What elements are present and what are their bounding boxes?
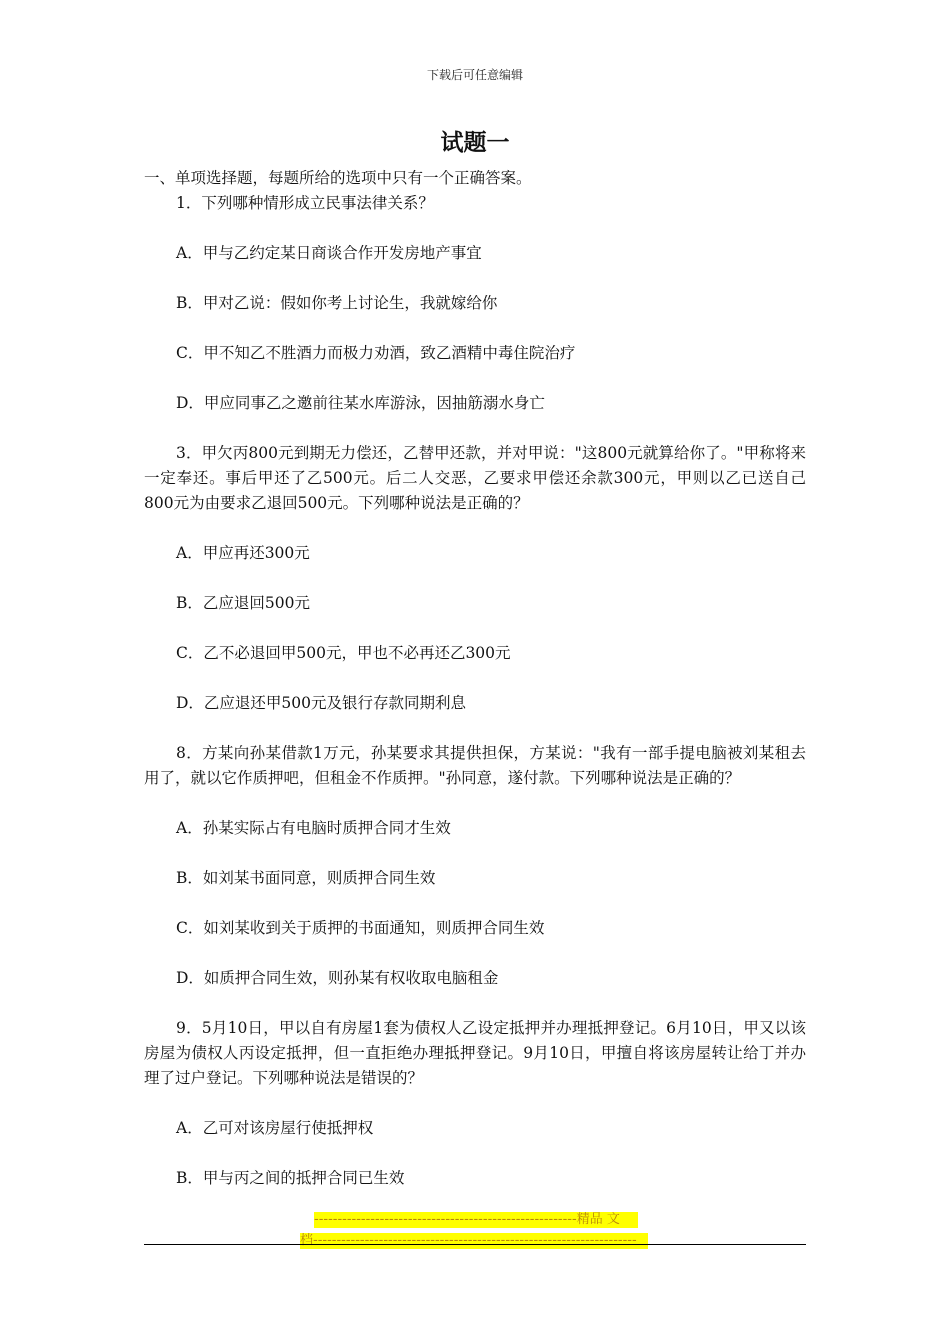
- option-c: C．甲不知乙不胜酒力而极力劝酒，致乙酒精中毒住院治疗: [176, 344, 576, 362]
- document-title: 试题一: [440, 130, 510, 156]
- option-b: B．甲与丙之间的抵押合同已生效: [176, 1169, 405, 1187]
- option-a: A．乙可对该房屋行使抵押权: [176, 1119, 374, 1137]
- option-d: D．乙应退还甲500元及银行存款同期利息: [176, 694, 467, 712]
- question-8: [144, 741, 806, 991]
- footer-line-2: 档---------------------------------------------------------------------: [300, 1233, 648, 1249]
- footer-divider: [144, 1244, 806, 1245]
- question-9: [144, 1016, 806, 1191]
- option-b: B．乙应退回500元: [176, 594, 310, 612]
- option-b: B．甲对乙说：假如你考上讨论生，我就嫁给你: [176, 294, 498, 312]
- option-c: C．乙不必退回甲500元，甲也不必再还乙300元: [176, 644, 511, 662]
- question-stem: 3．甲欠丙800元到期无力偿还，乙替甲还款，并对甲说："这800元就算给你了。"甲称将来一定奉还。事后甲还了乙500元。后二人交恶，乙要求甲偿还余款300元，甲则以乙已送自己800元为由要求乙退回500元。下列哪种说法是正确的？: [144, 444, 806, 512]
- option-c: C．如刘某收到关于质押的书面通知，则质押合同生效: [176, 919, 545, 937]
- question-1: [144, 191, 806, 416]
- question-stem: 1．下列哪种情形成立民事法律关系？: [176, 194, 434, 212]
- question-stem: 9．5月10日，甲以自有房屋1套为债权人乙设定抵押并办理抵押登记。6月10日，甲又以该房屋为债权人丙设定抵押，但一直拒绝办理抵押登记。9月10日，甲擅自将该房屋转让给丁并办理了过户登记。下列哪种说法是错误的？: [144, 1019, 806, 1087]
- option-a: A．甲应再还300元: [176, 544, 310, 562]
- question-stem: 8．方某向孙某借款1万元，孙某要求其提供担保，方某说："我有一部手提电脑被刘某租去用了，就以它作质押吧，但租金不作质押。"孙同意，遂付款。下列哪种说法是正确的？: [144, 744, 806, 787]
- header-note: 下载后可任意编辑: [426, 68, 523, 82]
- option-d: D．如质押合同生效，则孙某有权收取电脑租金: [176, 969, 499, 987]
- question-3: [144, 441, 806, 716]
- footer-watermark-band: [300, 1212, 650, 1254]
- option-a: A．孙某实际占有电脑时质押合同才生效: [176, 819, 451, 837]
- option-d: D．甲应同事乙之邀前往某水库游泳，因抽筋溺水身亡: [176, 394, 545, 412]
- document-body: [144, 166, 806, 1216]
- option-b: B．如刘某书面同意，则质押合同生效: [176, 869, 436, 887]
- footer-line-1: --------------------------------------------------------精品 文: [314, 1212, 638, 1228]
- option-a: A．甲与乙约定某日商谈合作开发房地产事宜: [176, 244, 482, 262]
- section-heading: 一、单项选择题，每题所给的选项中只有一个正确答案。: [144, 169, 532, 187]
